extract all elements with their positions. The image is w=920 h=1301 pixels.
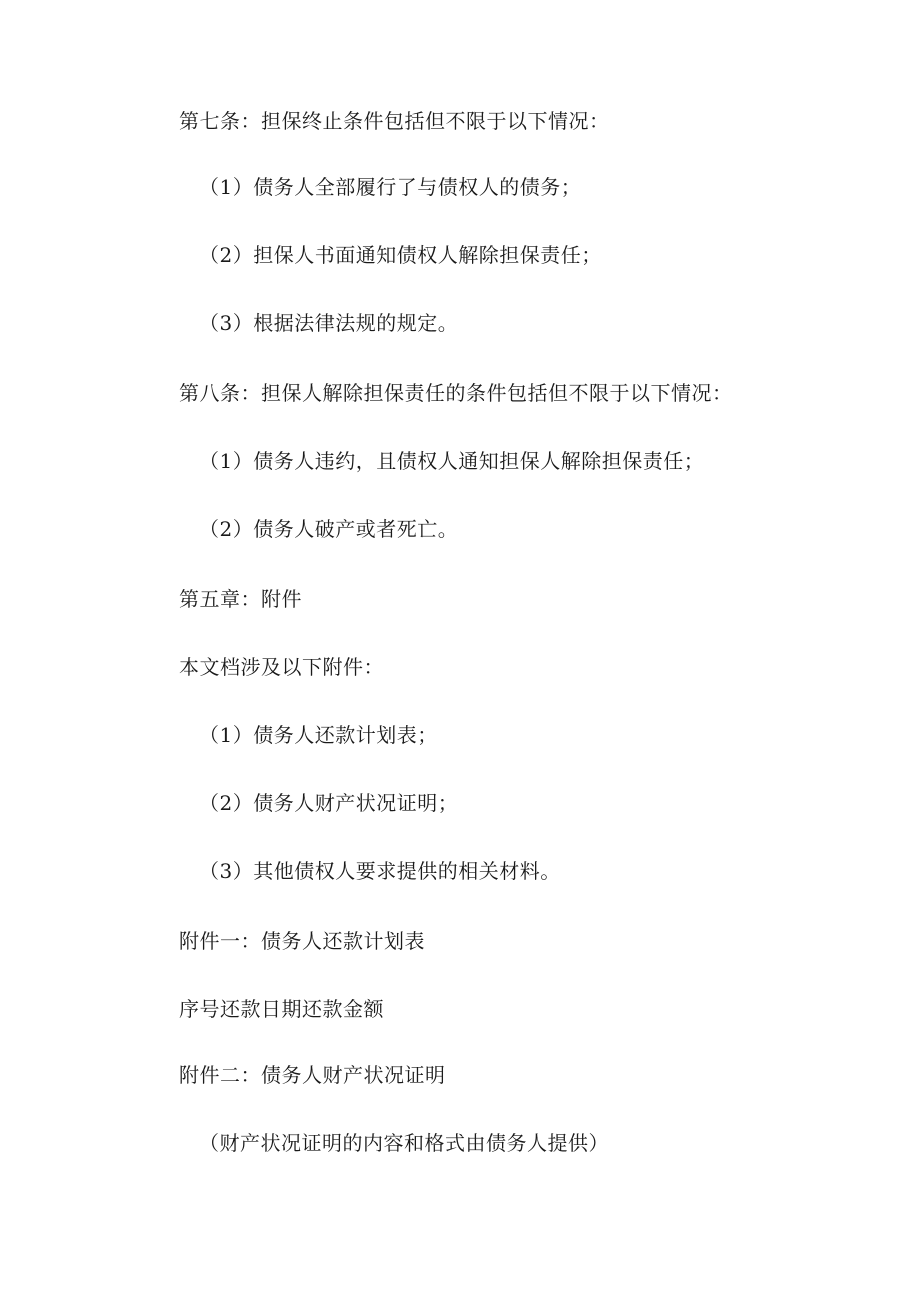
chapter-5-item-2: （2）债务人财产状况证明； [199, 791, 459, 815]
article-8-item-1: （1）债务人违约，且债权人通知担保人解除担保责任； [199, 449, 705, 473]
attachment-1-heading: 附件一：债务人还款计划表 [179, 929, 425, 953]
article-7-item-2: （2）担保人书面通知债权人解除担保责任； [199, 243, 602, 267]
attachment-2-note: （财产状况证明的内容和格式由债务人提供） [199, 1131, 609, 1155]
chapter-5-heading: 第五章：附件 [179, 587, 302, 611]
attachment-2-heading: 附件二：债务人财产状况证明 [179, 1063, 446, 1087]
chapter-5-intro: 本文档涉及以下附件： [179, 655, 384, 679]
article-7-item-3: （3）根据法律法规的规定。 [199, 311, 459, 335]
article-7-item-1: （1）债务人全部履行了与债权人的债务； [199, 175, 582, 199]
article-7-heading: 第七条：担保终止条件包括但不限于以下情况： [179, 109, 610, 133]
article-8-item-2: （2）债务人破产或者死亡。 [199, 517, 459, 541]
chapter-5-item-1: （1）债务人还款计划表； [199, 723, 438, 747]
attachment-1-table-header: 序号还款日期还款金额 [179, 997, 384, 1021]
chapter-5-item-3: （3）其他债权人要求提供的相关材料。 [199, 859, 561, 883]
article-8-heading: 第八条：担保人解除担保责任的条件包括但不限于以下情况： [179, 381, 733, 405]
